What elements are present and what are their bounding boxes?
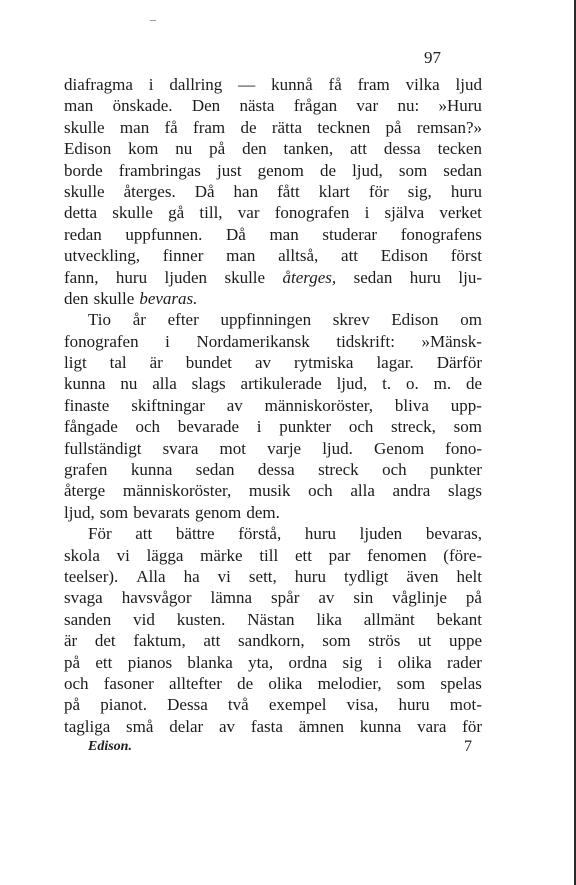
word: alltså, bbox=[278, 246, 319, 266]
word: blanka bbox=[187, 652, 233, 672]
word: huru bbox=[450, 181, 482, 201]
word: i bbox=[377, 652, 383, 672]
word: man bbox=[64, 96, 94, 116]
word: punkter bbox=[430, 460, 482, 480]
word: återges. bbox=[123, 181, 176, 201]
word: om bbox=[460, 310, 482, 330]
word: fasoner bbox=[103, 673, 154, 693]
word: lagar. bbox=[376, 353, 414, 373]
word: havsvågor bbox=[121, 588, 192, 608]
word: som bbox=[322, 631, 351, 651]
word: få bbox=[164, 117, 178, 137]
word: skulle bbox=[64, 117, 105, 137]
word: som bbox=[398, 160, 428, 180]
word: förstå, bbox=[238, 524, 282, 544]
word: olika bbox=[268, 673, 303, 693]
word: fullständigt bbox=[64, 438, 142, 458]
word: dessa bbox=[257, 460, 295, 480]
word: skola bbox=[64, 545, 100, 565]
text-line bbox=[64, 694, 482, 715]
word: olika bbox=[397, 652, 432, 672]
word: tagliga bbox=[64, 716, 111, 736]
word: på bbox=[465, 588, 482, 608]
word: För bbox=[88, 524, 112, 544]
word: få bbox=[328, 75, 342, 94]
word: de bbox=[465, 374, 482, 394]
word: bättre bbox=[175, 524, 215, 544]
word: fono- bbox=[445, 438, 482, 458]
word: huru bbox=[304, 524, 337, 544]
word: borde bbox=[64, 160, 103, 180]
word: ett bbox=[294, 545, 312, 565]
word: kunna bbox=[359, 716, 402, 736]
word: klart bbox=[318, 181, 350, 201]
word: lju- bbox=[458, 267, 482, 287]
word: vi bbox=[217, 566, 231, 586]
word: alltefter bbox=[169, 673, 222, 693]
word: bevarats bbox=[133, 502, 190, 522]
word: »Huru bbox=[438, 96, 482, 116]
word: punkter bbox=[279, 417, 332, 437]
text-line bbox=[64, 160, 482, 181]
word: nu: bbox=[397, 96, 420, 116]
text-line bbox=[64, 716, 482, 737]
word: och bbox=[308, 481, 333, 501]
text-line bbox=[64, 352, 482, 373]
word: slags bbox=[191, 374, 226, 394]
word: alla bbox=[350, 481, 375, 501]
word: fonografens bbox=[400, 224, 482, 244]
word: grafen bbox=[64, 460, 108, 480]
text-line bbox=[64, 373, 482, 394]
word: andra bbox=[392, 481, 431, 501]
signature-mark: 7 bbox=[464, 738, 472, 755]
word: bevaras. bbox=[139, 288, 198, 308]
word: fonografen bbox=[274, 203, 350, 223]
word: skulle bbox=[112, 203, 153, 223]
word: spelas bbox=[440, 673, 482, 693]
word: helt bbox=[456, 566, 482, 586]
word: fasta bbox=[250, 716, 283, 736]
word: fann, bbox=[64, 267, 99, 287]
word: ordna bbox=[288, 652, 328, 672]
text-line bbox=[64, 309, 482, 330]
word: Alla bbox=[136, 566, 166, 586]
text-line bbox=[64, 502, 482, 523]
word: på bbox=[64, 695, 81, 715]
text-line bbox=[64, 288, 482, 309]
word: att bbox=[349, 139, 367, 159]
word: sett, bbox=[248, 566, 277, 586]
word: sig bbox=[342, 652, 363, 672]
word: fram bbox=[357, 75, 390, 94]
word: ljud bbox=[455, 75, 482, 94]
word: ligt bbox=[64, 353, 87, 373]
word: m. bbox=[433, 374, 452, 394]
text-line bbox=[64, 331, 482, 352]
word: för bbox=[368, 181, 389, 201]
word: lika bbox=[316, 609, 342, 629]
word: svaga bbox=[64, 588, 103, 608]
word: först bbox=[450, 246, 482, 266]
word: sig, bbox=[407, 181, 432, 201]
word: kunna bbox=[130, 460, 173, 480]
text-line bbox=[64, 95, 482, 116]
text-line bbox=[64, 545, 482, 566]
word: studerar bbox=[322, 224, 378, 244]
word: var bbox=[237, 203, 260, 223]
word: alla bbox=[152, 374, 177, 394]
word: Edison bbox=[64, 139, 112, 159]
word: bevaras, bbox=[425, 524, 482, 544]
word: ljud, bbox=[336, 374, 368, 394]
word: man bbox=[226, 246, 256, 266]
word: delar bbox=[169, 716, 204, 736]
word: var bbox=[356, 96, 379, 116]
body-text bbox=[64, 74, 482, 737]
word: som bbox=[396, 673, 426, 693]
word: Därför bbox=[436, 353, 482, 373]
word: små bbox=[126, 716, 154, 736]
word: tanken, bbox=[283, 139, 334, 159]
word: redan bbox=[64, 224, 102, 244]
word: de bbox=[237, 673, 254, 693]
text-line bbox=[64, 566, 482, 587]
word: frågan bbox=[293, 96, 338, 116]
word: är bbox=[64, 631, 78, 651]
word: tidskrift: bbox=[336, 331, 395, 351]
word: det bbox=[94, 631, 116, 651]
word: sin bbox=[353, 588, 374, 608]
text-line bbox=[64, 395, 482, 416]
word: Nordamerikansk bbox=[196, 331, 310, 351]
word: i bbox=[148, 75, 154, 94]
word: ljud. bbox=[322, 438, 353, 458]
word: vid bbox=[133, 609, 155, 629]
word: vi bbox=[116, 545, 130, 565]
word: Då bbox=[225, 224, 246, 244]
word: huru bbox=[398, 695, 430, 715]
word: fram bbox=[193, 117, 226, 137]
word: streck bbox=[318, 460, 359, 480]
word: uppfunnen. bbox=[125, 224, 203, 244]
footer-title: Edison. bbox=[88, 739, 132, 754]
word: han bbox=[233, 181, 259, 201]
word: musik bbox=[248, 481, 291, 501]
word: just bbox=[216, 160, 242, 180]
word: genom bbox=[257, 160, 304, 180]
text-line bbox=[64, 138, 482, 159]
word: — bbox=[238, 75, 256, 94]
word: gå bbox=[168, 203, 185, 223]
text-line bbox=[64, 202, 482, 223]
word: som bbox=[453, 417, 482, 437]
word: huru bbox=[115, 267, 148, 287]
word: artikulerade bbox=[240, 374, 322, 394]
word: allmänt bbox=[363, 609, 415, 629]
word: skulle bbox=[224, 267, 266, 287]
text-line bbox=[64, 224, 482, 245]
text-line bbox=[64, 652, 482, 673]
word: detta bbox=[64, 203, 98, 223]
word: mot- bbox=[449, 695, 482, 715]
word: av bbox=[226, 395, 243, 415]
word: och bbox=[348, 417, 374, 437]
text-line bbox=[64, 245, 482, 266]
word: och bbox=[382, 460, 407, 480]
word: man bbox=[269, 224, 299, 244]
word: själva bbox=[384, 203, 425, 223]
word: par bbox=[328, 545, 351, 565]
word: sedan bbox=[195, 460, 235, 480]
text-line bbox=[64, 117, 482, 138]
word: i bbox=[165, 331, 170, 351]
word: bevarade bbox=[177, 417, 240, 437]
word: verket bbox=[439, 203, 482, 223]
word: fångade bbox=[64, 417, 118, 437]
word: ljud, bbox=[64, 502, 95, 522]
word: skiftningar bbox=[131, 395, 205, 415]
word: strös bbox=[368, 631, 401, 651]
word: Edison bbox=[380, 246, 429, 266]
word: återge bbox=[64, 481, 106, 501]
word: de bbox=[319, 160, 336, 180]
word: mot bbox=[219, 438, 246, 458]
word: på bbox=[209, 139, 226, 159]
word: vara bbox=[417, 716, 447, 736]
word: tydligt bbox=[343, 566, 389, 586]
word: lägga bbox=[146, 545, 184, 565]
text-line bbox=[64, 416, 482, 437]
word: även bbox=[406, 566, 439, 586]
word: önskade. bbox=[112, 96, 173, 116]
word: kom bbox=[128, 139, 159, 159]
word: våglinje bbox=[392, 588, 447, 608]
text-line bbox=[64, 480, 482, 501]
word: till bbox=[259, 545, 279, 565]
word: på bbox=[385, 117, 402, 137]
word: spår bbox=[271, 588, 300, 608]
word: vilka bbox=[405, 75, 440, 94]
word: sanden bbox=[64, 609, 112, 629]
word: återges, bbox=[282, 267, 337, 287]
word: huru bbox=[409, 267, 441, 287]
word: som bbox=[99, 502, 129, 522]
word: ljuden bbox=[164, 267, 208, 287]
word: rytmiska bbox=[293, 353, 354, 373]
word: för bbox=[462, 716, 482, 736]
word: man bbox=[119, 117, 150, 137]
word: tecknen bbox=[317, 117, 371, 137]
word: (före- bbox=[443, 545, 482, 565]
word: rader bbox=[447, 652, 482, 672]
word: att bbox=[203, 631, 221, 651]
word: »Mänsk- bbox=[421, 331, 482, 351]
text-line bbox=[64, 630, 482, 651]
word: nu bbox=[175, 139, 193, 159]
word: i bbox=[364, 203, 370, 223]
word: uppfinningen bbox=[220, 310, 312, 330]
word: o. bbox=[405, 374, 419, 394]
word: huru bbox=[294, 566, 326, 586]
text-line bbox=[64, 438, 482, 459]
word: på bbox=[64, 652, 81, 672]
word: bekant bbox=[436, 609, 482, 629]
word: ut bbox=[418, 631, 432, 651]
word: den bbox=[64, 288, 89, 308]
word: till, bbox=[199, 203, 223, 223]
word: år bbox=[132, 310, 146, 330]
word: är bbox=[149, 353, 163, 373]
word: lämna bbox=[210, 588, 253, 608]
word: sedan bbox=[353, 267, 393, 287]
page-number: 97 bbox=[424, 48, 441, 67]
word: rätta bbox=[271, 117, 303, 137]
word: ljuden bbox=[359, 524, 403, 544]
word: ha bbox=[183, 566, 200, 586]
word: märke bbox=[200, 545, 243, 565]
text-line bbox=[64, 523, 482, 544]
word: uppe bbox=[448, 631, 482, 651]
word: ett bbox=[95, 652, 113, 672]
word: kunnå bbox=[271, 75, 313, 94]
word: genom bbox=[194, 502, 242, 522]
word: av bbox=[254, 353, 272, 373]
word: människoröster, bbox=[122, 481, 232, 501]
word: melodier, bbox=[317, 673, 382, 693]
word: i bbox=[256, 417, 262, 437]
word: finaste bbox=[64, 395, 110, 415]
word: kunna bbox=[64, 374, 106, 394]
word: diafragma bbox=[64, 75, 133, 94]
word: fått bbox=[277, 181, 300, 201]
word: dallring bbox=[169, 75, 223, 94]
word: skulle bbox=[93, 288, 135, 308]
word: dem. bbox=[246, 502, 280, 522]
word: yta, bbox=[248, 652, 274, 672]
word: fonografen bbox=[64, 331, 139, 351]
word: och bbox=[135, 417, 161, 437]
word: bliva bbox=[394, 395, 429, 415]
text-line bbox=[64, 673, 482, 694]
word: två bbox=[227, 695, 249, 715]
text-line bbox=[64, 181, 482, 202]
word: de bbox=[240, 117, 257, 137]
word: nästa bbox=[239, 96, 275, 116]
word: upp- bbox=[450, 395, 482, 415]
word: remsan?» bbox=[416, 117, 482, 137]
word: kusten. bbox=[176, 609, 226, 629]
word: teelser). bbox=[64, 566, 119, 586]
word: tal bbox=[109, 353, 127, 373]
word: människoröster, bbox=[264, 395, 374, 415]
word: efter bbox=[167, 310, 199, 330]
word: dessa bbox=[383, 139, 421, 159]
word: att bbox=[135, 524, 153, 544]
word: fenomen bbox=[367, 545, 427, 565]
word: varje bbox=[267, 438, 302, 458]
text-line bbox=[64, 587, 482, 608]
word: Nästan bbox=[247, 609, 295, 629]
word: sandkorn, bbox=[238, 631, 305, 651]
word: faktum, bbox=[133, 631, 186, 651]
word: Genom bbox=[374, 438, 425, 458]
word: och bbox=[64, 673, 89, 693]
text-line bbox=[64, 459, 482, 480]
word: tecken bbox=[437, 139, 482, 159]
word: ämnen bbox=[298, 716, 345, 736]
word: ljud, bbox=[352, 160, 383, 180]
word: Dessa bbox=[167, 695, 208, 715]
word: utveckling, bbox=[64, 246, 141, 266]
word: Tio bbox=[88, 310, 112, 330]
word: sedan bbox=[443, 160, 482, 180]
text-line bbox=[64, 609, 482, 630]
text-line bbox=[64, 267, 482, 288]
word: skrev bbox=[332, 310, 370, 330]
word: t. bbox=[382, 374, 392, 394]
word: nu bbox=[120, 374, 138, 394]
word: frambringas bbox=[118, 160, 201, 180]
word: svara bbox=[162, 438, 199, 458]
word: bundet bbox=[185, 353, 233, 373]
word: Edison bbox=[391, 310, 439, 330]
word: pianot. bbox=[100, 695, 147, 715]
word: visa, bbox=[346, 695, 379, 715]
word: Den bbox=[191, 96, 221, 116]
word: skulle bbox=[64, 181, 105, 201]
word: streck, bbox=[391, 417, 436, 437]
word: den bbox=[242, 139, 267, 159]
word: exempel bbox=[268, 695, 327, 715]
word: att bbox=[341, 246, 359, 266]
scan-mark bbox=[150, 20, 156, 21]
word: av bbox=[218, 716, 236, 736]
text-line bbox=[64, 74, 482, 95]
word: pianos bbox=[127, 652, 173, 672]
word: slags bbox=[447, 481, 482, 501]
word: finner bbox=[162, 246, 204, 266]
word: Då bbox=[194, 181, 215, 201]
word: av bbox=[318, 588, 335, 608]
